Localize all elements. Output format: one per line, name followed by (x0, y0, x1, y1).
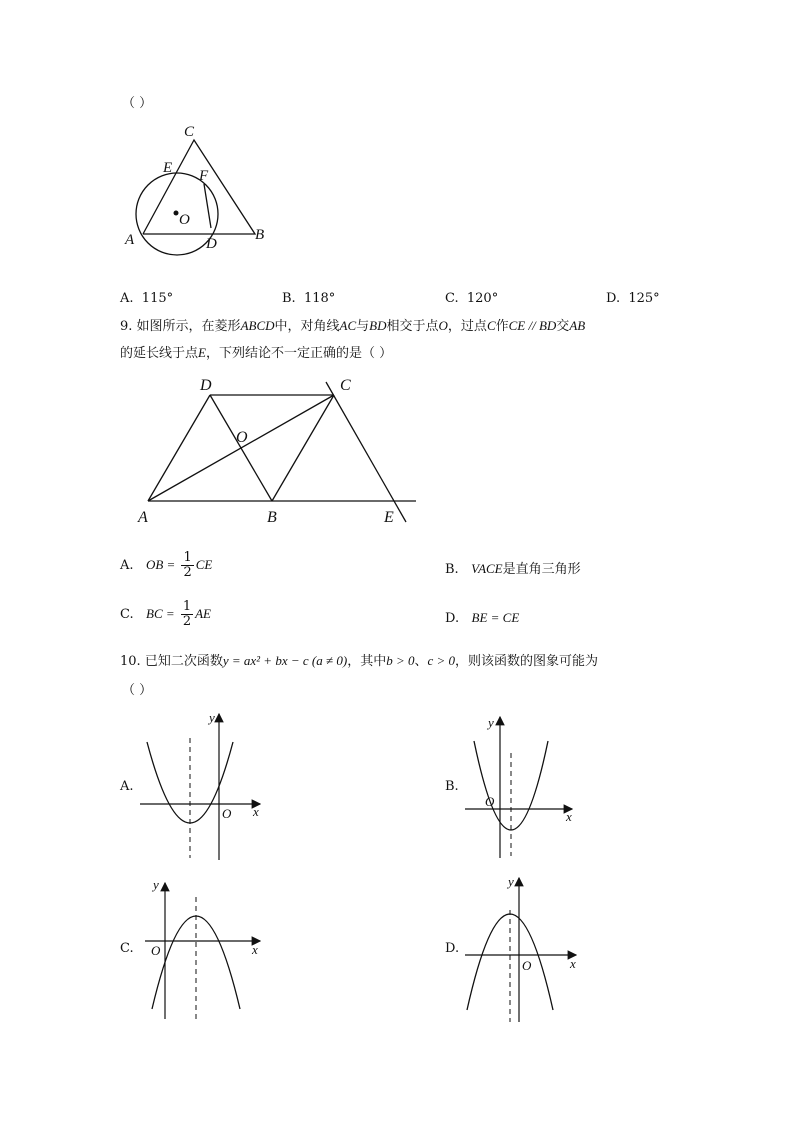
q9-text: ，过点 (447, 319, 487, 334)
q10-text: ，则该函数的图象可能为 (455, 654, 599, 669)
y-label: y (488, 715, 494, 730)
q8-option-b-key: B. (282, 291, 296, 306)
x-label: x (253, 804, 259, 819)
q9-diagonal-bd (210, 395, 272, 501)
x-label: x (566, 809, 572, 824)
q9-option-c-key: C. (120, 607, 134, 622)
q10-text: ，其中 (347, 654, 387, 669)
q9-text: ，下列结论不一定正确的是（ ） (205, 346, 393, 361)
q9-option-a-fraction (181, 551, 193, 580)
q8-option-d-text: 125° (628, 291, 660, 306)
q10-stem (120, 653, 598, 670)
q10-text: 已知二次函数 (144, 654, 223, 669)
q9-option-c-left: BC = (146, 606, 175, 621)
q9-math: O (438, 318, 448, 333)
origin-label: O (485, 794, 495, 809)
q8-option-d[interactable] (606, 291, 660, 307)
q8-label-f: F (199, 168, 209, 184)
q8-center-dot (174, 211, 179, 216)
q10-option-a-key[interactable]: A. (120, 779, 134, 794)
q8-label-d: D (206, 236, 217, 252)
q9-label-b: B (267, 509, 277, 526)
q9-stem-line1 (120, 318, 585, 335)
origin-label: O (222, 806, 232, 821)
q9-text: 作 (495, 319, 509, 334)
q10-formula: y = ax² + bx − c (a ≠ 0) (222, 653, 348, 668)
y-label: y (153, 877, 159, 892)
q9-text: 与 (356, 319, 370, 334)
q9-math: CE // BD (508, 318, 557, 333)
q10-option-c-key[interactable]: C. (120, 941, 134, 956)
q9-option-c-right: AE (195, 606, 211, 621)
q9-label-a: A (138, 509, 148, 526)
x-label: x (252, 942, 258, 957)
y-label: y (508, 874, 514, 889)
q9-side-ad (148, 395, 210, 501)
y-label: y (209, 710, 215, 725)
q9-option-d-key: D. (445, 611, 460, 626)
fraction-numerator: 1 (183, 550, 192, 565)
q8-label-o: O (179, 212, 190, 228)
q9-option-a[interactable] (120, 551, 212, 580)
q9-text: 的延长线于点 (120, 346, 199, 361)
q10-condition: c > 0 (427, 653, 456, 668)
q9-stem-line2 (120, 345, 392, 362)
q10-graph-b[interactable] (460, 713, 580, 863)
q9-number: 9. (120, 319, 133, 334)
q10-condition: b > 0 (386, 653, 415, 668)
q9-math: AB (569, 318, 586, 333)
q8-option-c-text: 120° (466, 291, 499, 306)
q9-option-b[interactable] (445, 561, 581, 578)
q8-figure (115, 118, 285, 258)
q8-answer-bracket: （ ） (122, 96, 153, 111)
fraction-denominator: 2 (182, 614, 192, 629)
q9-text: 交 (556, 319, 570, 334)
q8-option-c-key: C. (445, 291, 459, 306)
q8-option-a[interactable] (120, 291, 173, 307)
x-label: x (570, 956, 576, 971)
q10-number: 10. (120, 654, 141, 669)
q8-label-b: B (255, 227, 265, 243)
q9-option-a-key: A. (120, 558, 134, 573)
q8-label-c: C (184, 124, 195, 140)
q10-option-b-key[interactable]: B. (445, 779, 459, 794)
q8-label-e: E (163, 160, 173, 176)
q9-math: E (198, 345, 206, 360)
q9-math: AC (339, 318, 357, 333)
origin-label: O (522, 958, 532, 973)
q9-option-b-text: 是直角三角形 (502, 562, 581, 577)
q9-label-c: C (340, 377, 351, 394)
q9-option-a-left: OB = (145, 557, 176, 572)
q9-option-d[interactable] (445, 610, 519, 627)
q8-option-b[interactable] (282, 291, 335, 307)
q9-option-b-math: VACE (471, 561, 503, 576)
q10-graph-c[interactable] (140, 873, 270, 1023)
q9-side-bc (272, 395, 334, 501)
q9-math: C (486, 318, 496, 333)
q9-option-a-right: CE (195, 557, 213, 572)
q10-text: 、 (414, 654, 428, 669)
q9-math: ABCD (240, 318, 275, 333)
fraction-denominator: 2 (183, 565, 192, 580)
q8-triangle (143, 140, 255, 234)
q9-text: 中，对角线 (274, 319, 340, 334)
q9-label-o: O (236, 429, 248, 446)
q9-math: BD (369, 318, 387, 333)
q8-option-c[interactable] (445, 291, 498, 307)
q9-label-d: D (200, 377, 212, 394)
q9-text: 相交于点 (386, 319, 439, 334)
q9-option-c[interactable] (120, 600, 211, 629)
q10-graph-a[interactable] (135, 708, 270, 868)
q8-label-a: A (125, 232, 135, 248)
q10-answer-bracket: （ ） (122, 683, 153, 698)
q8-option-d-key: D. (606, 291, 621, 306)
q9-label-e: E (384, 509, 394, 526)
q8-option-a-text: 115° (141, 291, 174, 306)
q9-figure (130, 372, 430, 532)
q8-option-a-key: A. (120, 291, 134, 306)
q8-option-b-text: 118° (303, 291, 336, 306)
q10-option-d-key[interactable]: D. (445, 941, 460, 956)
q10-graph-d[interactable] (460, 870, 585, 1025)
q9-option-c-fraction (181, 600, 193, 629)
fraction-numerator: 1 (182, 599, 192, 614)
origin-label: O (151, 943, 161, 958)
q9-text: 如图所示，在菱形 (136, 319, 241, 334)
q9-option-d-math: BE = CE (471, 610, 520, 625)
q9-option-b-key: B. (445, 562, 459, 577)
